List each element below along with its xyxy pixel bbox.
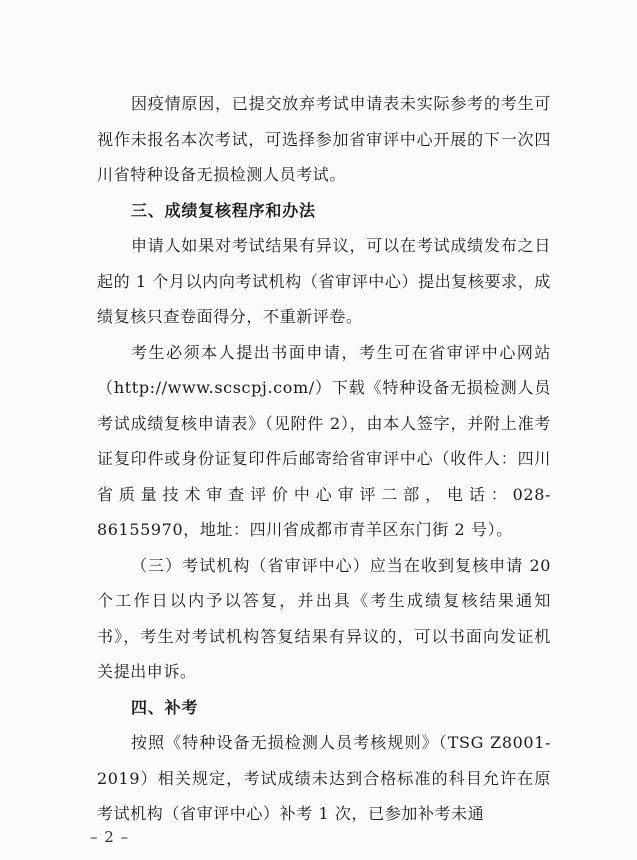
paragraph-reply-deadline: （三）考试机构（省审评中心）应当在收到复核申请 20 个工作日以内予以答复，并出具《考生成绩复核结果通知书》，考生对考试机构答复结果有异议的，可以书面向发证机关提出申诉。 <box>97 555 551 681</box>
paragraph-review-request: 申请人如果对考试结果有异议，可以在考试成绩发布之日起的 1 个月以内向考试机构（省审评中心）提出复核要求，成绩复核只查卷面得分，不重新评卷。 <box>97 236 551 326</box>
body-text <box>97 86 551 832</box>
heading-makeup-exam: 四、补考 <box>131 697 199 717</box>
paragraph-epidemic-note: 因疫情原因，已提交放弃考试申请表未实际参考的考生可视作未报名本次考试，可选择参加省审评中心开展的下一次四川省特种设备无损检测人员考试。 <box>97 94 551 184</box>
page-number: – 2 – <box>90 828 130 846</box>
paragraph-written-application: 考生必须本人提出书面申请，考生可在省审评中心网站（http://www.scscpj.com/）下载《特种设备无损检测人员考试成绩复核申请表》（见附件 2），由本人签字，并附上准考证复印件或身份证复印件后邮寄给省审评中心（收件人：四川省质量技术审查评价中心审评二部，电话：028-86155970，地址：四川省成都市青羊区东门街 2 号）。 <box>97 342 551 539</box>
paragraph-makeup-rules: 按照《特种设备无损检测人员考核规则》（TSG Z8001-2019）相关规定，考试成绩未达到合格标准的科目允许在原考试机构（省审评中心）补考 1 次，已参加补考未通 <box>97 733 551 823</box>
heading-score-review: 三、成绩复核程序和办法 <box>131 200 316 220</box>
